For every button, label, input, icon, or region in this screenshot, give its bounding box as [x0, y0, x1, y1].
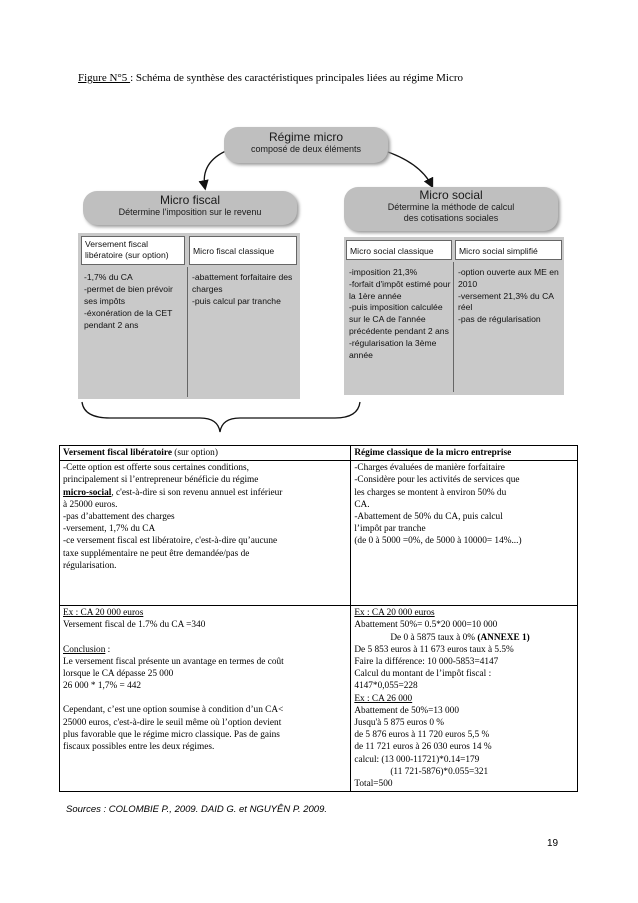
text-line: [354, 632, 574, 644]
text-line: -ce versement fiscal est libératoire, c'est-à-dire qu’aucune: [63, 536, 278, 547]
micro-fiscal-subtitle: Détermine l'imposition sur le revenu: [118, 207, 262, 217]
conclusion-heading: Conclusion: [63, 644, 106, 655]
spacer: [63, 692, 347, 704]
text-line: de 11 721 euros à 26 030 euros 14 %: [354, 742, 492, 753]
micro-social-panel: [344, 237, 564, 395]
text-line: à 25000 euros.: [63, 499, 118, 510]
mss-item: -option ouverte aux ME en 2010: [458, 267, 559, 289]
text-line: fiscaux possibles entre les deux régimes.: [63, 742, 215, 753]
msc-item: -puis imposition calculée sur le CA de l'année précédente pendant 2 ans: [349, 302, 449, 336]
classic-example: [351, 606, 578, 792]
mfc-header: Micro fiscal classique: [189, 236, 297, 265]
figure-caption-text: : Schéma de synthèse des caractéristiques principales liées au régime Micro: [130, 72, 463, 84]
annex-reference: (ANNEXE 1): [477, 632, 530, 643]
micro-fiscal-node: [83, 191, 297, 225]
text-line: Calcul du montant de l’impôt fiscal :: [354, 669, 492, 680]
mfc-item: -puis calcul par tranche: [192, 296, 281, 306]
vfl-item: -éxonération de la CET pendant 2 ans: [84, 308, 173, 330]
text-line: 25000 euros, c'est-à-dire le seuil même où l’option devient: [63, 717, 282, 728]
micro-social-node: [344, 187, 558, 231]
vfl-items: [81, 269, 185, 333]
msc-items: [346, 265, 454, 363]
mfc-item: -abattement forfaitaire des charges: [192, 272, 293, 294]
text-line: Total=500: [354, 779, 393, 790]
text-line: les charges se montent à environ 50% du: [354, 487, 507, 498]
root-node: [224, 127, 388, 163]
text-fragment: , c'est-à-dire si son revenu annuel est inférieur: [111, 487, 283, 498]
text-line: [63, 487, 347, 499]
mss-item: -versement 21,3% du CA réel: [458, 290, 554, 313]
text-line: -Cette option est offerte sous certaines conditions,: [63, 463, 249, 474]
text-line: (de 0 à 5000 =0%, de 5000 à 10000= 14%...): [354, 536, 522, 547]
mss-header: Micro social simplifié: [455, 240, 562, 260]
text-line: calcul: (13 000-11721)*0.14=179: [354, 754, 480, 765]
table-row: [60, 461, 578, 606]
text-line: -pas d’abattement des charges: [63, 512, 175, 523]
header-classic: Régime classique de la micro entreprise: [351, 446, 578, 461]
text-line: De 5 853 euros à 11 673 euros taux à 5.5%: [354, 644, 514, 655]
text-line: Versement fiscal de 1.7% du CA =340: [63, 620, 206, 631]
mss-items: [455, 265, 562, 328]
text-line: -versement, 1,7% du CA: [63, 524, 156, 535]
header-vfl-bold: Versement fiscal libératoire: [63, 448, 172, 458]
root-title: Régime micro: [268, 130, 343, 144]
figure-label: Figure N°5: [78, 72, 131, 84]
text-line: plus favorable que le régime micro classique. Pas de gains: [63, 729, 280, 740]
vfl-header: Versement fiscal libératoire (sur option): [81, 236, 185, 265]
text-fragment: De 0 à 5875 taux à 0%: [390, 632, 478, 643]
mfc-items: [189, 269, 297, 309]
text-line: [63, 644, 347, 656]
micro-fiscal-title: Micro fiscal: [159, 193, 220, 207]
micro-social-subtitle-1: Détermine la méthode de calcul: [387, 202, 515, 212]
arrow-left: [204, 150, 228, 188]
text-line: -Abattement de 50% du CA, puis calcul: [354, 512, 503, 523]
msc-header: Micro social classique: [346, 240, 452, 260]
header-vfl: [60, 446, 351, 461]
page-number: 19: [547, 838, 559, 849]
text-line: Abattement 50%= 0.5*20 000=10 000: [354, 620, 498, 631]
text-line: Faire la différence: 10 000-5853=4147: [354, 657, 499, 668]
text-line: Jusqu'à 5 875 euros 0 %: [354, 718, 445, 729]
msc-item: -forfait d'impôt estimé pour la 1ère année: [349, 278, 451, 301]
text-line: de 5 876 euros à 11 720 euros 5,5 %: [354, 730, 490, 741]
vfl-example: [60, 606, 351, 792]
curly-brace: [82, 402, 360, 432]
root-subtitle: composé de deux éléments: [250, 144, 362, 154]
column-divider: [187, 267, 188, 397]
comparison-table: [59, 445, 578, 792]
example-heading: Ex : CA 20 000 euros: [63, 608, 144, 619]
vfl-item: -permet de bien prévoir ses impôts: [84, 284, 173, 306]
example-heading: Ex : CA 20 000 euros: [354, 608, 435, 619]
text-line: principalement si l’entrepreneur bénéficie du régime: [63, 475, 259, 486]
micro-social-term: micro-social: [63, 487, 112, 498]
text-line: Cependant, c’est une option soumise à condition d’un CA<: [63, 705, 284, 716]
vfl-description: [60, 461, 351, 606]
mss-item: -pas de régularisation: [458, 314, 541, 325]
example-heading: Ex : CA 26 000: [354, 693, 413, 704]
text-line: régularisation.: [63, 560, 117, 571]
msc-item: -imposition 21,3%: [349, 267, 418, 277]
text-line: -Charges évaluées de manière forfaitaire: [354, 463, 505, 474]
msc-item: -régularisation la 3ème année: [349, 337, 437, 360]
text-line: taxe supplémentaire ne peut être demandée/pas de: [63, 548, 250, 559]
text-fragment: :: [105, 644, 111, 655]
column-divider: [453, 262, 454, 392]
micro-social-subtitle-2: des cotisations sociales: [403, 213, 499, 223]
micro-social-title: Micro social: [419, 188, 483, 202]
sources-note: Sources : COLOMBIE P., 2009. DAID G. et NGUYÊN P. 2009.: [66, 804, 328, 815]
classic-description: [351, 461, 578, 606]
text-line: 26 000 * 1,7% = 442: [63, 681, 142, 692]
text-line: lorsque le CA dépasse 25 000: [63, 669, 174, 680]
spacer: [63, 632, 347, 644]
header-vfl-rest: (sur option): [171, 448, 218, 458]
text-line: CA.: [354, 499, 370, 510]
text-line: (11 721-5876)*0.055=321: [390, 766, 489, 777]
micro-fiscal-panel: [78, 233, 300, 399]
text-line: 4147*0,055=228: [354, 681, 418, 692]
text-line: l’impôt par tranche: [354, 524, 426, 535]
text-line: -Considère pour les activités de services que: [354, 475, 520, 486]
table-row: [60, 606, 578, 792]
text-line: Abattement de 50%=13 000: [354, 705, 459, 716]
arrow-right: [382, 150, 432, 186]
text-line: Le versement fiscal présente un avantage en termes de coût: [63, 656, 284, 667]
vfl-item: -1,7% du CA: [84, 272, 133, 282]
table-header-row: [60, 446, 578, 461]
